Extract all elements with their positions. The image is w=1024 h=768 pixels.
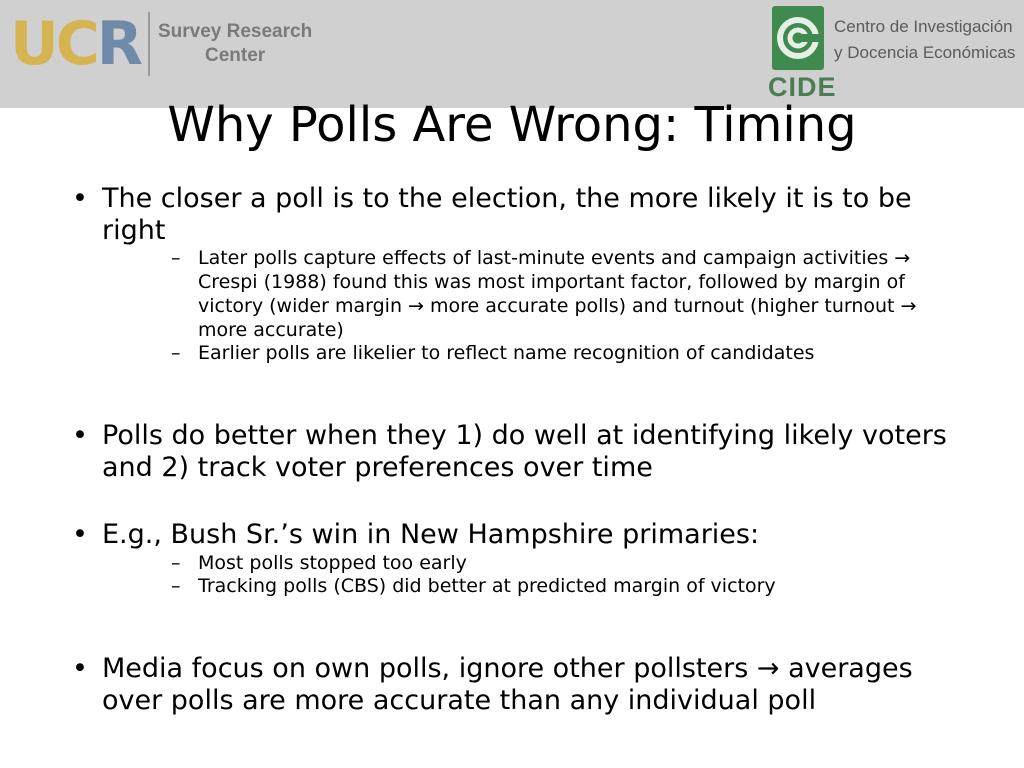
sub-bullet-item [171, 341, 951, 365]
cide-abbreviation: CIDE [768, 72, 837, 102]
ucr-letter-r: R [96, 9, 140, 79]
ucr-text-line1: Survey Research [157, 21, 313, 42]
cide-full-name [834, 14, 1015, 66]
sub-bullet-dash: – [171, 342, 181, 364]
ucr-divider [148, 12, 150, 76]
ucr-text-line2: Center [205, 45, 266, 66]
cide-name-line2: y Docencia Económicas [834, 43, 1016, 62]
bullet-dot: • [72, 653, 88, 684]
sub-bullet-text: Later polls capture effects of last-minute events and campaign activities → Crespi (1988) found this was most important factor, followed by margin of victory (wider margin → more accurate polls) and turnout (higher turnout → more accurate) [198, 247, 917, 341]
sub-bullet-dash: – [171, 552, 181, 574]
bullet-text: E.g., Bush Sr.’s win in New Hampshire primaries: [102, 519, 760, 550]
bullet-text: The closer a poll is to the election, the more likely it is to be right [102, 183, 912, 246]
sub-bullet-item [171, 551, 951, 575]
sub-bullet-item [171, 574, 951, 598]
slide-title: Why Polls Are Wrong: Timing [167, 97, 857, 153]
cide-name-line1: Centro de Investigación [834, 17, 1013, 36]
cide-emblem-icon [772, 6, 824, 70]
sub-bullet-dash: – [171, 575, 181, 597]
ucr-letter-u: U [10, 9, 56, 79]
sub-bullet-text: Earlier polls are likelier to reflect name recognition of candidates [198, 342, 815, 364]
bullet-dot: • [72, 519, 88, 550]
bullet-item [72, 653, 962, 717]
sub-bullet-dash: – [171, 247, 181, 269]
ucr-survey-research-center-logo [10, 6, 312, 82]
bullet-dot: • [72, 183, 88, 214]
sub-bullet-text: Most polls stopped too early [198, 552, 467, 574]
ucr-logo-text [158, 20, 312, 68]
cide-logo [768, 6, 1024, 102]
bullet-text: Media focus on own polls, ignore other pollsters → averages over polls are more accurate than any individual poll [102, 653, 913, 716]
ucr-letters [10, 9, 140, 79]
sub-bullet-text: Tracking polls (CBS) did better at predicted margin of victory [198, 575, 776, 597]
bullet-text: Polls do better when they 1) do well at identifying likely voters and 2) track voter preferences over time [102, 420, 947, 483]
bullet-item [72, 183, 962, 247]
bullet-item [72, 519, 962, 551]
ucr-letter-c: C [55, 9, 97, 79]
bullet-dot: • [72, 420, 88, 451]
sub-bullet-item [171, 246, 951, 342]
bullet-item [72, 420, 962, 484]
